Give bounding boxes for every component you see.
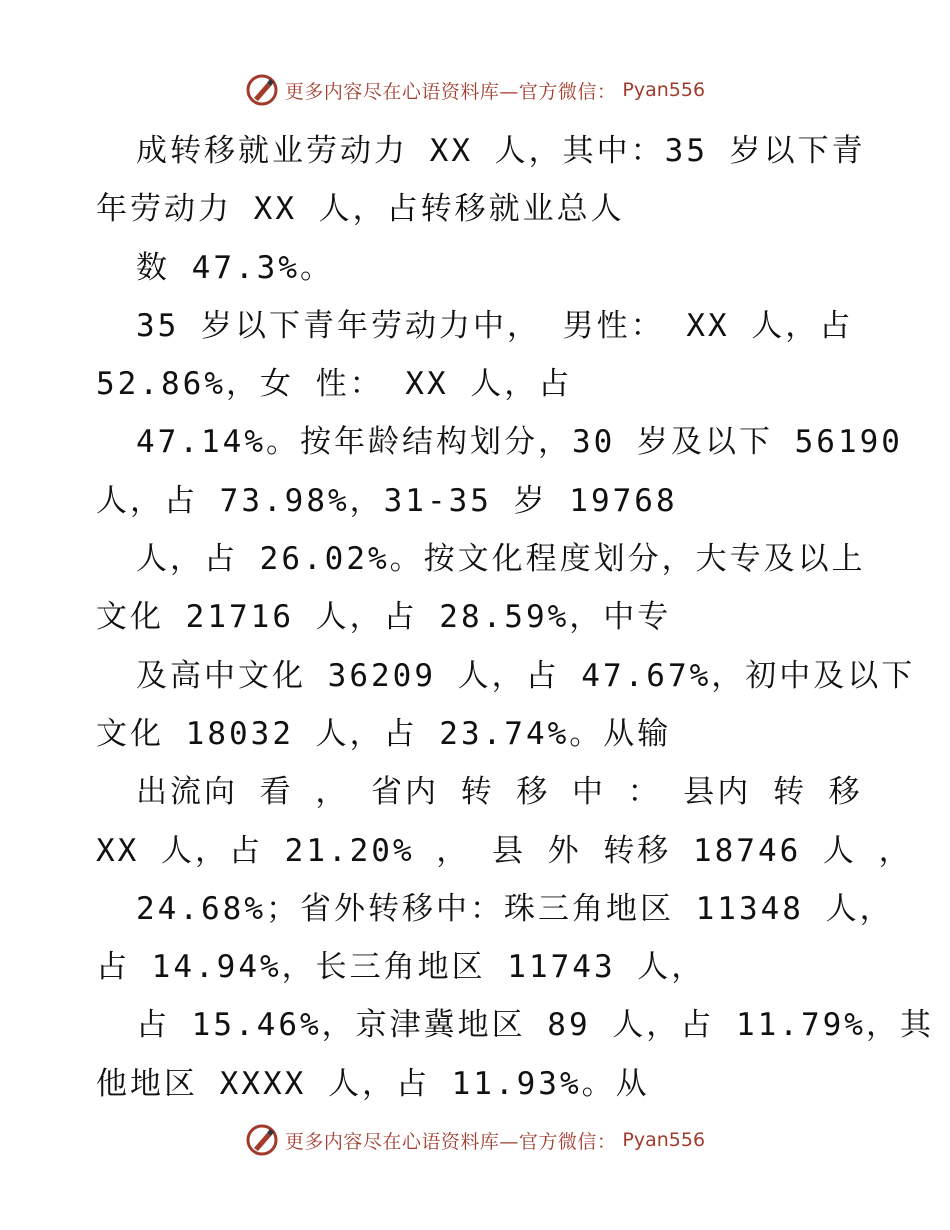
banner-wechat-id: Pyan556 — [622, 79, 706, 101]
text-line: 他地区 XXXX 人，占 11.93%。从 — [96, 1065, 650, 1102]
text-line: 年劳动力 XX 人，占转移就业总人 — [96, 191, 625, 228]
banner-text: 更多内容尽在心语资料库—官方微信： — [284, 80, 617, 103]
text-line: 52.86%，女 性： XX 人，占 — [96, 366, 573, 403]
text-line: 24.68%；省外转移中：珠三角地区 11348 人， — [136, 890, 894, 927]
banner-wechat-id: Pyan556 — [622, 1129, 706, 1151]
text-line: 数 47.3%。 — [136, 249, 334, 286]
text-line: 文化 21716 人，占 28.59%，中专 — [96, 599, 672, 636]
footer-watermark-banner — [0, 1120, 950, 1160]
pen-logo-icon — [245, 73, 279, 107]
text-line: 占 14.94%，长三角地区 11743 人， — [96, 949, 706, 986]
text-line: 47.14%。按年龄结构划分，30 岁及以下 56190 — [136, 424, 903, 461]
text-line: 文化 18032 人，占 23.74%。从输 — [96, 715, 672, 752]
header-watermark-banner — [0, 70, 950, 110]
banner-text: 更多内容尽在心语资料库—官方微信： — [284, 1130, 617, 1153]
text-line: 人，占 26.02%。按文化程度划分，大专及以上 — [136, 541, 866, 578]
pen-logo-icon — [245, 1123, 279, 1157]
text-line: 占 15.46%，京津冀地区 89 人，占 11.79%，其 — [136, 1007, 934, 1044]
text-line: 成转移就业劳动力 XX 人，其中：35 岁以下青 — [136, 133, 866, 169]
text-line: 及高中文化 36209 人，占 47.67%，初中及以下 — [136, 657, 916, 694]
text-line: 35 岁以下青年劳动力中， 男性： XX 人，占 — [136, 307, 854, 344]
text-line: XX 人，占 21.20% ， 县 外 转移 18746 人 ， — [96, 832, 913, 869]
text-line: 人，占 73.98%，31-35 岁 19768 — [96, 482, 678, 519]
text-line: 出流向 看 ， 省内 转 移 中 ： 县内 转 移 — [136, 774, 863, 811]
document-body — [96, 122, 934, 1113]
